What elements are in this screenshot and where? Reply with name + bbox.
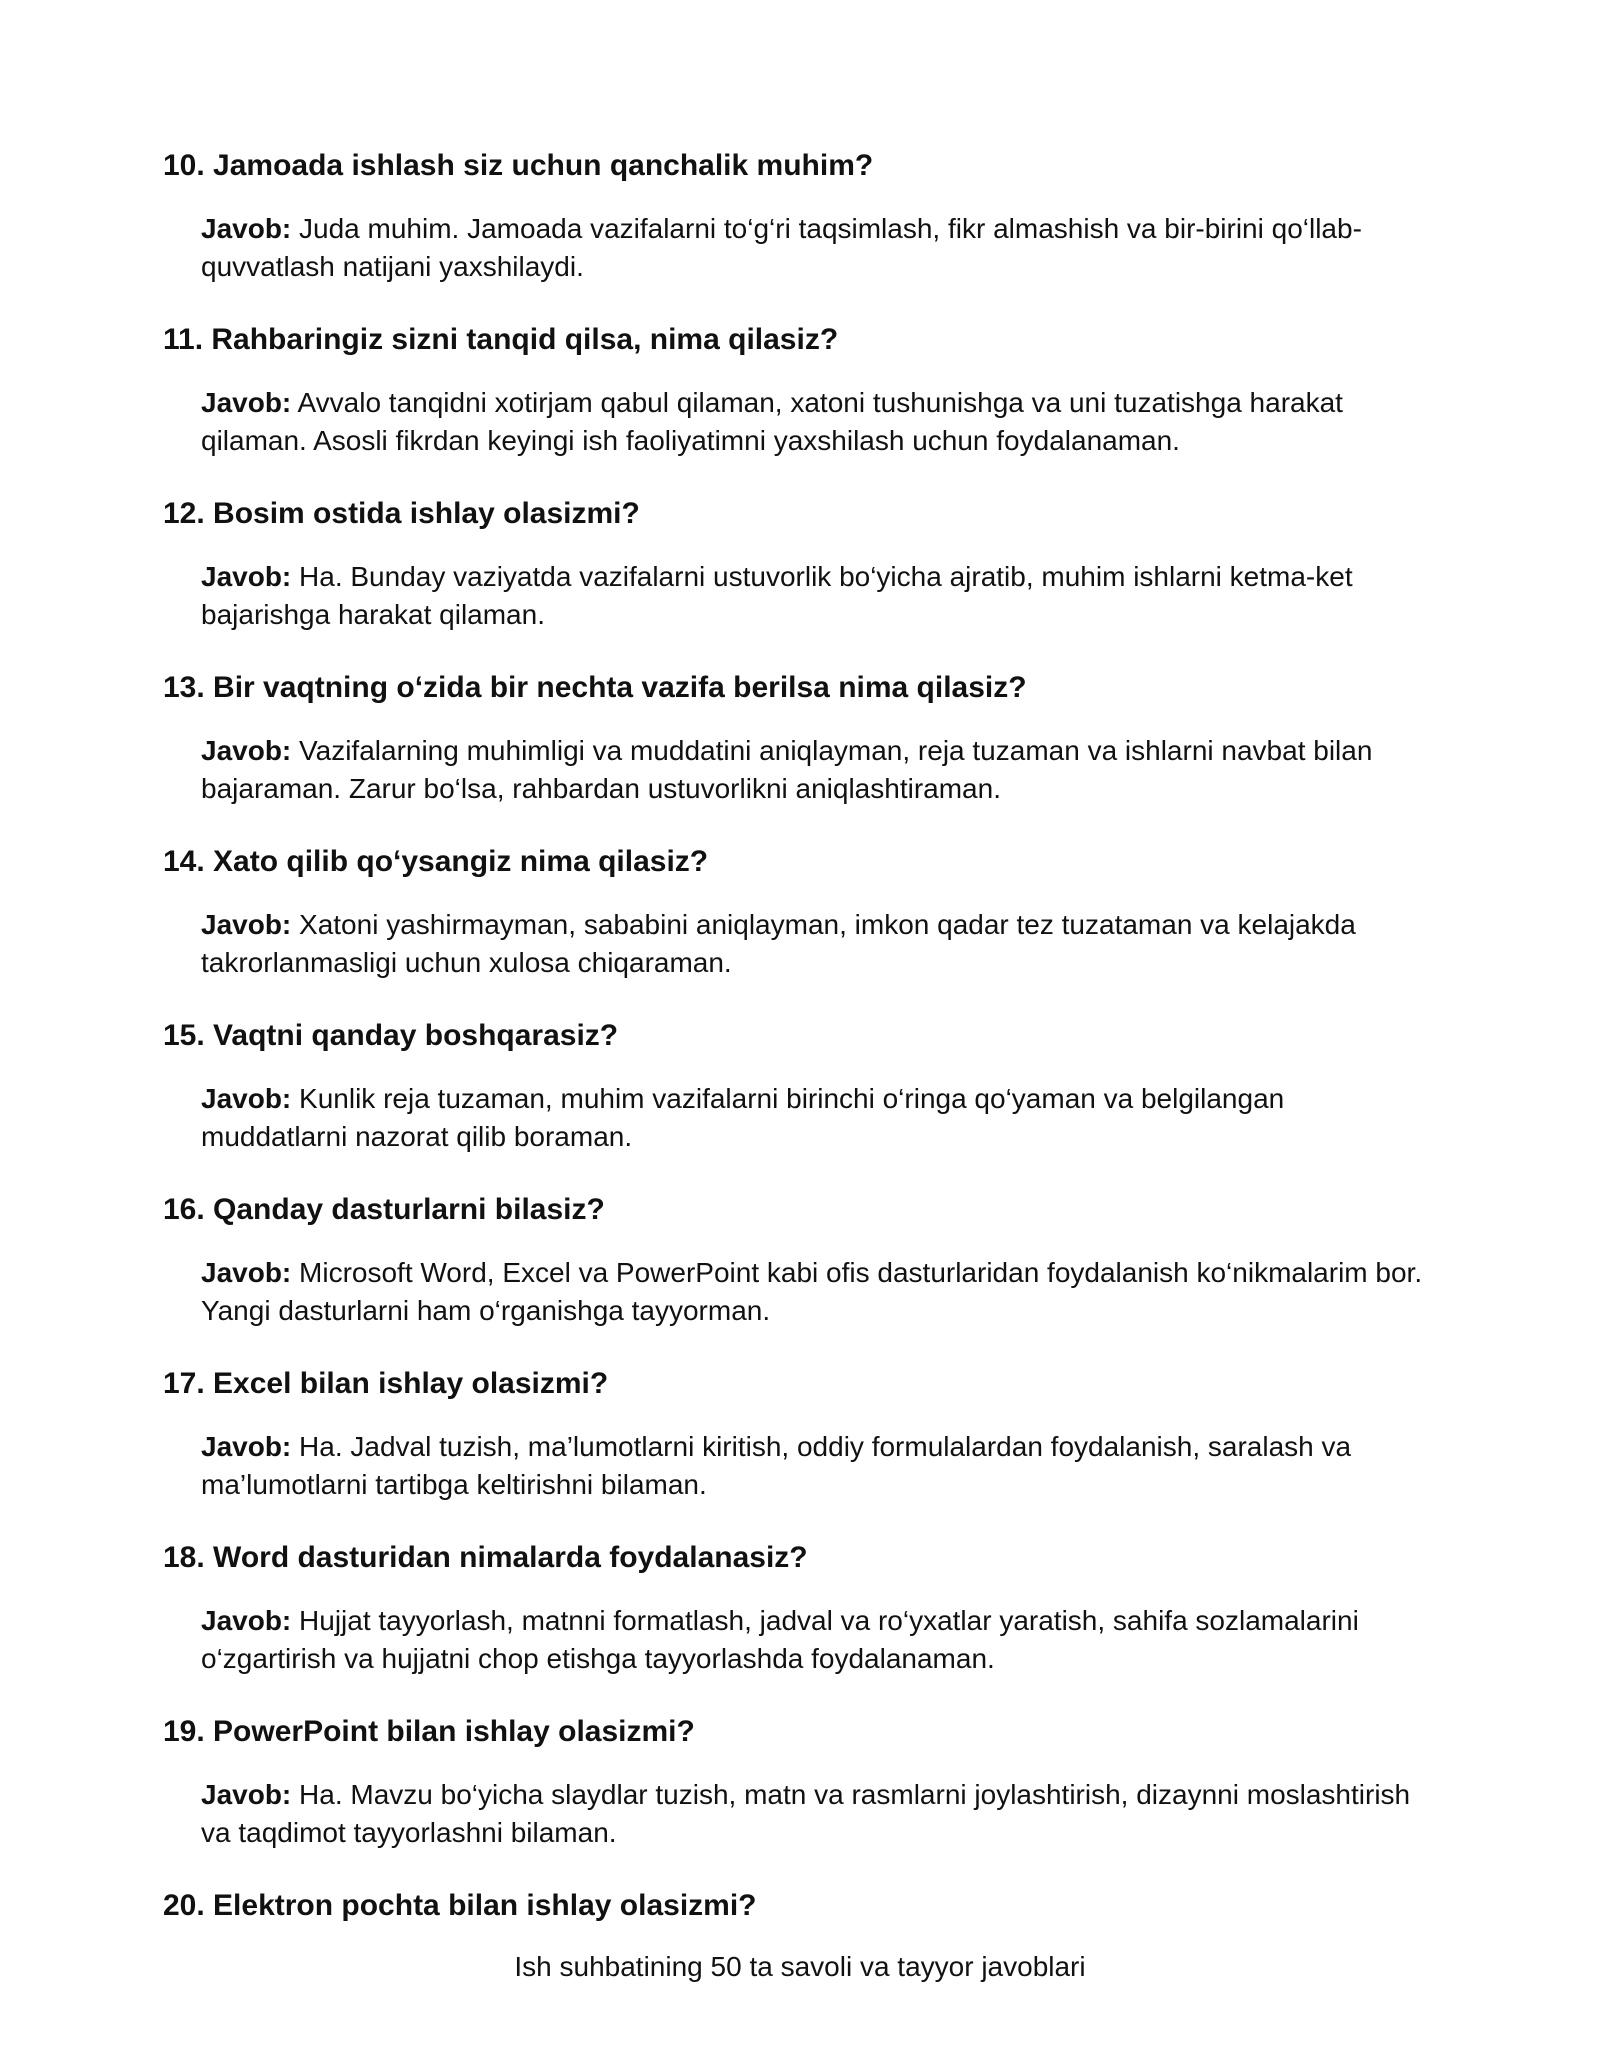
answer-text: Ha. Mavzu bo‘yicha slaydlar tuzish, matn va rasmlarni joylashtirish, dizaynni moslashtirish va taqdimot tayyorlashni bilaman. [201,1779,1411,1848]
question-heading: 17. Excel bilan ishlay olasizmi? [163,1367,609,1400]
qa-item-11 [163,320,1423,460]
answer-paragraph [201,1428,1423,1504]
answer-text: Ha. Bunday vaziyatda vazifalarni ustuvorlik bo‘yicha ajratib, muhim ishlarni ketma-ket bajarishga harakat qilaman. [201,561,1353,630]
qa-item-10 [163,146,1423,286]
answer-label: Javob: [201,1257,292,1288]
answer-text: Vazifalarning muhimligi va muddatini aniqlayman, reja tuzaman va ishlarni navbat bilan bajaraman. Zarur bo‘lsa, rahbardan ustuvorlikni aniqlashtiraman. [201,735,1373,804]
answer-label: Javob: [201,561,292,592]
answer-paragraph [201,1776,1423,1852]
question-heading: 11. Rahbaringiz sizni tanqid qilsa, nima qilasiz? [163,323,839,356]
answer-label: Javob: [201,1605,292,1636]
answer-label: Javob: [201,909,292,940]
question-heading: 19. PowerPoint bilan ishlay olasizmi? [163,1715,695,1748]
question-heading: 15. Vaqtni qanday boshqarasiz? [163,1019,619,1052]
qa-item-17 [163,1364,1423,1504]
answer-text: Juda muhim. Jamoada vazifalarni to‘g‘ri taqsimlash, fikr almashish va bir-birini qo‘llab-quvvatlash natijani yaxshilaydi. [201,213,1362,282]
qa-item-20 [163,1886,1423,1926]
answer-label: Javob: [201,213,292,244]
answer-label: Javob: [201,1083,292,1114]
question-heading: 13. Bir vaqtning o‘zida bir nechta vazifa berilsa nima qilasiz? [163,671,1027,704]
answer-label: Javob: [201,1431,292,1462]
answer-text: Hujjat tayyorlash, matnni formatlash, jadval va ro‘yxatlar yaratish, sahifa sozlamalarini o‘zgartirish va hujjatni chop etishga tayyorlashda foydalanaman. [201,1605,1359,1674]
answer-paragraph [201,906,1423,982]
qa-item-13 [163,668,1423,808]
qa-item-19 [163,1712,1423,1852]
answer-label: Javob: [201,387,292,418]
answer-paragraph [201,1080,1423,1156]
answer-label: Javob: [201,735,292,766]
question-heading: 16. Qanday dasturlarni bilasiz? [163,1193,605,1226]
qa-item-14 [163,842,1423,982]
answer-paragraph [201,558,1423,634]
qa-item-12 [163,494,1423,634]
question-heading: 14. Xato qilib qo‘ysangiz nima qilasiz? [163,845,709,878]
answer-paragraph [201,1254,1423,1330]
answer-text: Ha. Jadval tuzish, ma’lumotlarni kiritish, oddiy formulalardan foydalanish, saralash va ma’lumotlarni tartibga keltirishni bilaman. [201,1431,1352,1500]
qa-item-15 [163,1016,1423,1156]
answer-text: Avvalo tanqidni xotirjam qabul qilaman, xatoni tushunishga va uni tuzatishga harakat qilaman. Asosli fikrdan keyingi ish faoliyatimni yaxshilash uchun foydalanaman. [201,387,1343,456]
answer-label: Javob: [201,1779,292,1810]
qa-item-16 [163,1190,1423,1330]
answer-text: Kunlik reja tuzaman, muhim vazifalarni birinchi o‘ringa qo‘yaman va belgilangan muddatlarni nazorat qilib boraman. [201,1083,1285,1152]
answer-paragraph [201,732,1423,808]
page-footer: Ish suhbatining 50 ta savoli va tayyor javoblari [514,1951,1086,1982]
question-heading: 12. Bosim ostida ishlay olasizmi? [163,497,640,530]
qa-list [163,146,1423,1950]
answer-text: Microsoft Word, Excel va PowerPoint kabi ofis dasturlaridan foydalanish ko‘nikmalarim bor. Yangi dasturlarni ham o‘rganishga tayyorman. [201,1257,1423,1326]
answer-text: Xatoni yashirmayman, sababini aniqlayman, imkon qadar tez tuzataman va kelajakda takrorlanmasligi uchun xulosa chiqaraman. [201,909,1356,978]
answer-paragraph [201,1602,1423,1678]
question-heading: 10. Jamoada ishlash siz uchun qanchalik muhim? [163,149,874,182]
answer-paragraph [201,384,1423,460]
answer-paragraph [201,210,1423,286]
qa-item-18 [163,1538,1423,1678]
question-heading: 18. Word dasturidan nimalarda foydalanasiz? [163,1541,808,1574]
question-heading: 20. Elektron pochta bilan ishlay olasizmi? [163,1889,757,1922]
